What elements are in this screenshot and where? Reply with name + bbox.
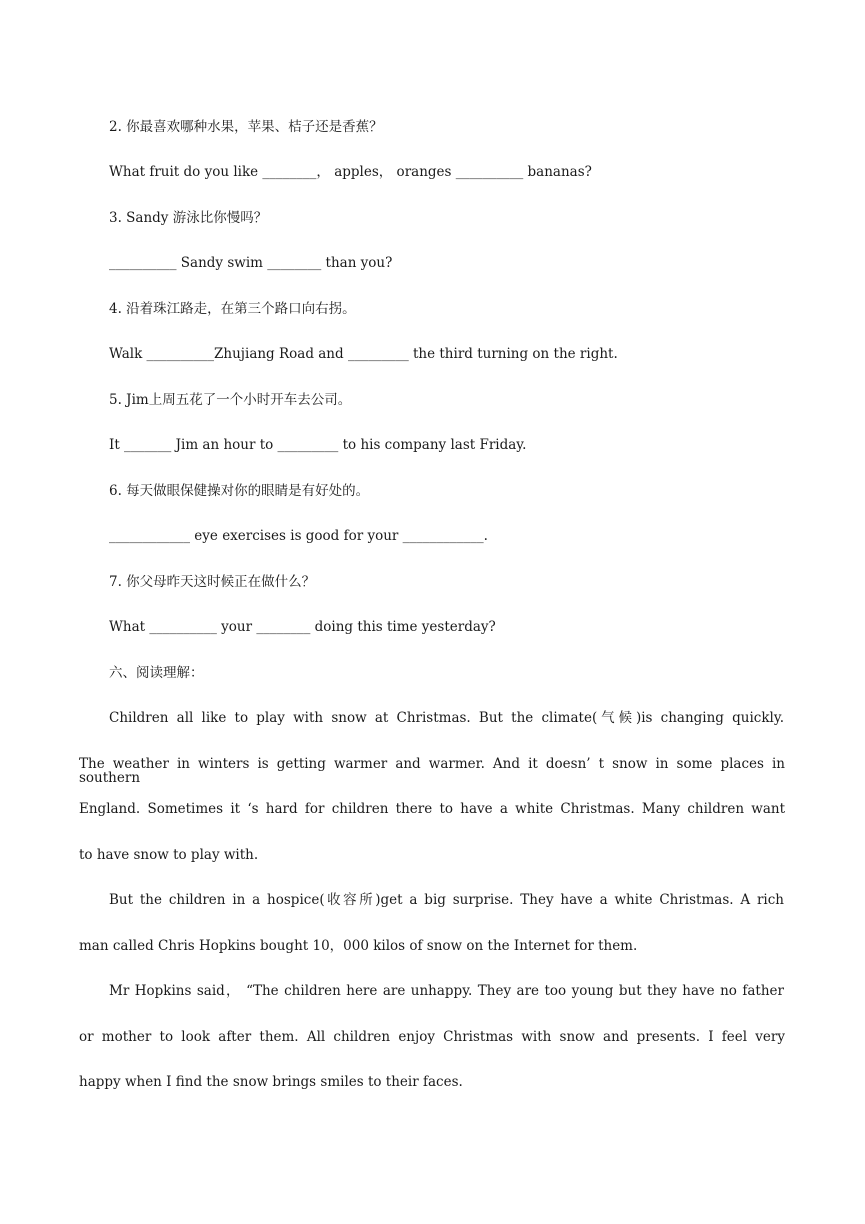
question-5-chinese: 5. Jim上周五花了一个小时开车去公司。: [109, 392, 352, 408]
passage-p1-line-1: Children all like to play with snow at Christmas. But the climate(气候)is changing quickly.: [109, 710, 784, 726]
question-4-chinese: 4. 沿着珠江路走，在第三个路口向右拐。: [109, 301, 356, 317]
passage-p2-line-1: But the children in a hospice(收容所)get a big surprise. They have a white Christmas. A rich: [109, 892, 784, 908]
question-6-english: ____________ eye exercises is good for your ____________.: [109, 528, 488, 544]
question-2-english: What fruit do you like ________， apples， oranges __________ bananas?: [109, 164, 592, 180]
passage-p1-line-4: to have snow to play with.: [79, 847, 259, 863]
passage-p2-line-2: man called Chris Hopkins bought 10，000 kilos of snow on the Internet for them.: [79, 938, 638, 954]
question-4-english: Walk __________Zhujiang Road and _________ the third turning on the right.: [109, 346, 618, 362]
section-title: 六、阅读理解：: [109, 665, 204, 681]
question-6-chinese: 6. 每天做眼保健操对你的眼睛是有好处的。: [109, 483, 370, 499]
passage-p3-line-3: happy when I find the snow brings smiles to their faces.: [79, 1074, 463, 1090]
question-7-chinese: 7. 你父母昨天这时候正在做什么？: [109, 574, 316, 590]
question-7-english: What __________ your ________ doing this time yesterday?: [109, 619, 496, 635]
question-3-chinese: 3. Sandy 游泳比你慢吗？: [109, 210, 268, 226]
passage-p1-line-2: The weather in winters is getting warmer and warmer. And it doesn’ t snow in some places in southern: [79, 756, 785, 786]
passage-p3-line-1: Mr Hopkins said， “The children here are unhappy. They are too young but they have no father: [109, 983, 784, 999]
passage-p1-line-3: England. Sometimes it ‘s hard for children there to have a white Christmas. Many children want: [79, 801, 785, 817]
question-3-english: __________ Sandy swim ________ than you?: [109, 255, 393, 271]
passage-p3-line-2: or mother to look after them. All children enjoy Christmas with snow and presents. I feel very: [79, 1029, 785, 1045]
question-5-english: It _______ Jim an hour to _________ to his company last Friday.: [109, 437, 527, 453]
question-2-chinese: 2. 你最喜欢哪种水果，苹果、桔子还是香蕉？: [109, 119, 383, 135]
